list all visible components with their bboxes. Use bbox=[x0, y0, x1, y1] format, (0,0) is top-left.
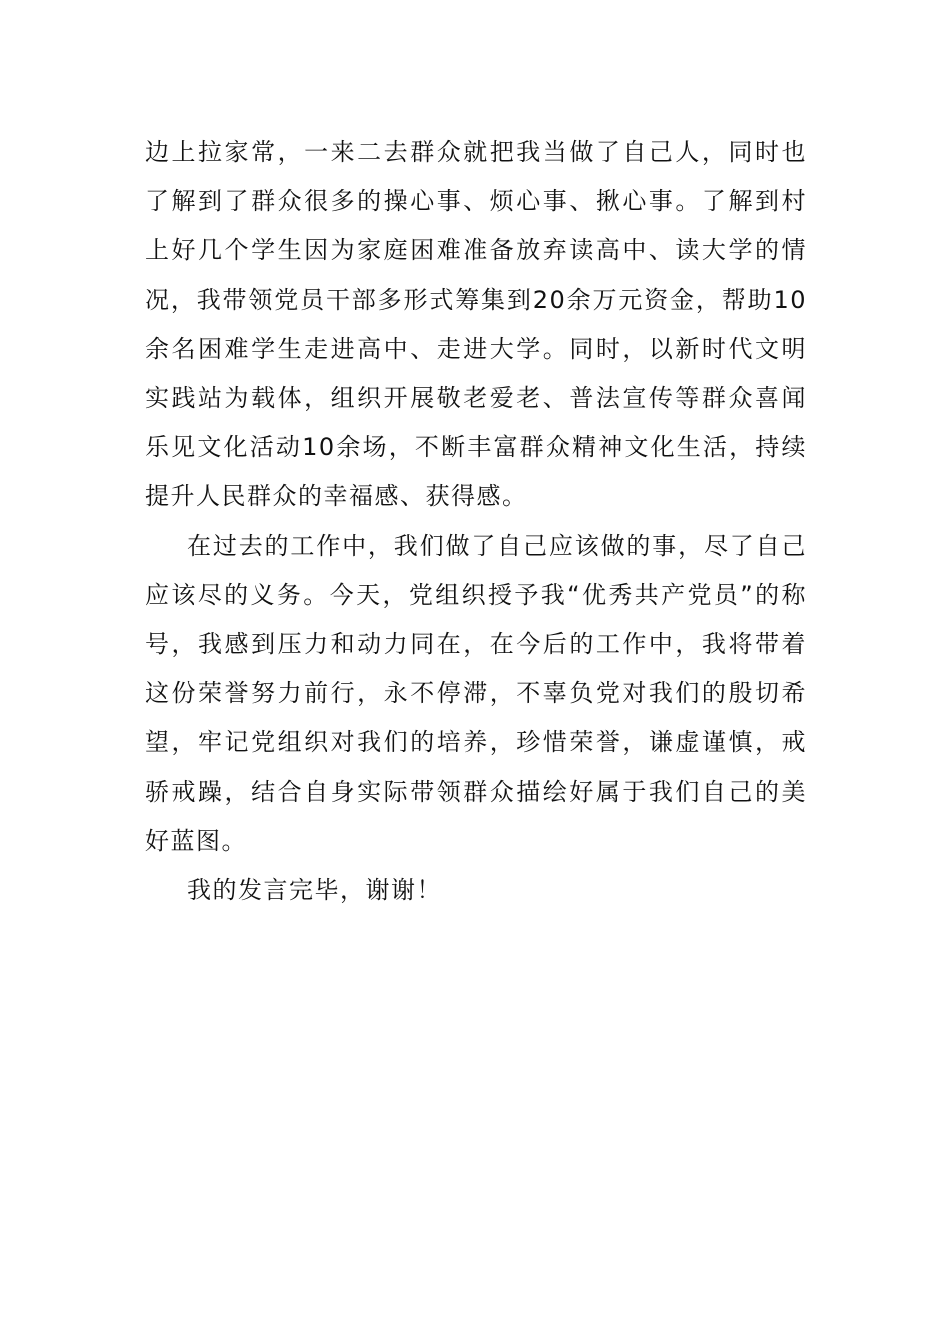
document-body bbox=[145, 128, 807, 915]
paragraph-thanks: 我的发言完毕，谢谢！ bbox=[187, 876, 442, 905]
paragraph-closing-remarks: 在过去的工作中，我们做了自己应该做的事，尽了自己应该尽的义务。今天，党组织授予我“优秀共产党员”的称号，我感到压力和动力同在，在今后的工作中，我将带着这份荣誉努力前行，永不停滞，不辜负党对我们的殷切希望，牢记党组织对我们的培养，珍惜荣誉，谦虚谨慎，戒骄戒躁，结合自身实际带领群众描绘好属于我们自己的美好蓝图。 bbox=[145, 531, 807, 855]
paragraph-continued: 边上拉家常，一来二去群众就把我当做了自己人，同时也了解到了群众很多的操心事、烦心事、揪心事。了解到村上好几个学生因为家庭困难准备放弃读高中、读大学的情况，我带领党员干部多形式筹集到20余万元资金，帮助10余名困难学生走进高中、走进大学。同时，以新时代文明实践站为载体，组织开展敬老爱老、普法宣传等群众喜闻乐见文化活动10余场，不断丰富群众精神文化生活，持续提升人民群众的幸福感、获得感。 bbox=[145, 138, 807, 511]
